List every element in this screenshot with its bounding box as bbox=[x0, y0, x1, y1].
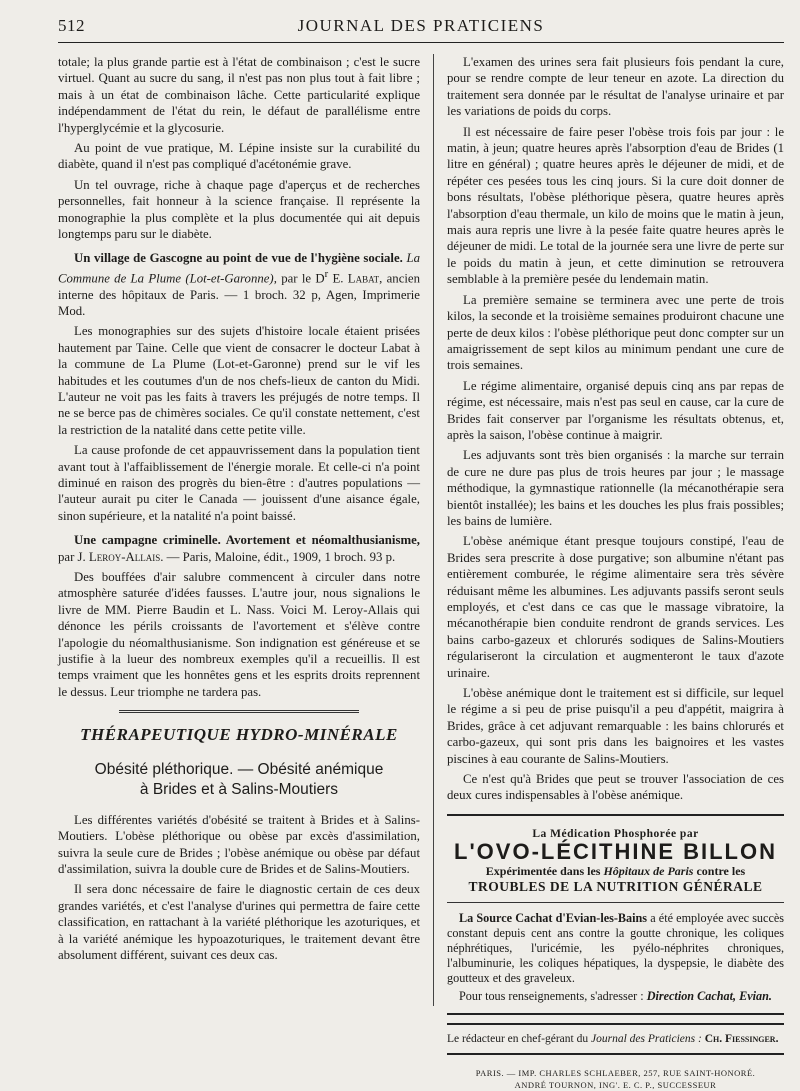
paragraph: Il sera donc nécessaire de faire le diagnostic certain de ces deux grandes variétés, et c'est l'analyse d'urines qui permettra de faire cette classification, en rattachant à la variété pléthorique les azoturiques, et à la variété anémique les hypoazoturiques, le traitement devant être absolument différent, suivant ces deux cas. bbox=[58, 882, 420, 962]
ad-contact-value: Direction Cachat, Evian. bbox=[646, 988, 772, 1003]
review-text: ancien interne des hôpitaux de Paris. — 1 broch. 32 p, Agen, Imprimerie Mod. bbox=[58, 271, 421, 318]
ad-subline-text: Hôpitaux de Paris bbox=[603, 863, 694, 878]
left-column bbox=[58, 54, 420, 967]
paragraph: Le régime alimentaire, organisé depuis cinq ans par repas de régime, est nécessaire, mais n'est pas seul en cause, car la cure de Brides fait conserver par l'organisme les résultats obtenus, et, après la saison, l'obèse continue à maigrir. bbox=[447, 378, 784, 442]
section-title: THÉRAPEUTIQUE HYDRO-MINÉRALE bbox=[80, 725, 398, 745]
paragraph: Les différentes variétés d'obésité se traitent à Brides et à Salins-Moutiers. L'obèse pléthorique ou obèse par excès d'assimilation, suivra la seule cure de Brides ; l'obèse anémique ou obèse par défaut d'assimilation, suivra la double cure de Brides et de Salins-Moutiers. bbox=[58, 812, 420, 876]
ad-contact-label: Pour tous renseignements, s'adresser : bbox=[459, 988, 644, 1003]
paragraph: Un tel ouvrage, riche à chaque page d'aperçus et de recherches personnelles, fait honneur à la science française. Il représente la monographie la plus complète et la plus documentée qui ait depuis longtemps paru sur le diabète. bbox=[58, 177, 420, 242]
editor-name: Ch. Fiessinger. bbox=[704, 1032, 779, 1045]
paragraph: Au point de vue pratique, M. Lépine insiste sur la curabilité du diabète, quand il n'est pas compliqué d'acétonémie grave. bbox=[58, 141, 420, 172]
paragraph: L'obèse anémique dont le traitement est si difficile, sur lequel le régime a si peu de prise puisqu'il a peu d'appétit, maigrira à Brides, grâce à cet adjuvant remarquable : les bains chlorurés et carbo-gazeux, qui sont pris dans les baignoires et les vastes piscines à eau courante de Salins-Moutiers. bbox=[447, 686, 784, 766]
printer-line: ANDRÉ TOURNON, ING'. E. C. P., SUCCESSEUR bbox=[514, 1079, 717, 1090]
printer-line: PARIS. — IMP. CHARLES SCHLAEBER, 257, RUE SAINT-HONORÉ. bbox=[475, 1067, 756, 1078]
ad-text: a été employée avec succès constant depuis cent ans contre la goutte chronique, les coliques néphrétiques, l'uricémie, les pyélo-néphrites chroniques, l'albuminurie, les coliques hépatiques, la dyspepsie, le diabète des goutteux et des graveleux. bbox=[447, 910, 785, 985]
header-rule bbox=[58, 42, 784, 43]
paragraph: Les monographies sur des sujets d'histoire locale étaient prisées hautement par Taine. Celle que vient de consacrer le docteur Labat à la commune de La Plume (Lot-et-Garonne) prend sur le vif les habitudes et les coutumes d'un de nos chefs-lieux de canton du Midi. L'auteur ne voit pas les faits à travers les préjugés de notre temps. Il ne se berce pas de chimères sociales. Ce qu'il constate nettement, c'est la restriction de la natalité dans cette petite ville. bbox=[58, 324, 420, 437]
article-title-line: à Brides et à Salins-Moutiers bbox=[139, 780, 339, 798]
review-text: — Paris, Maloine, édit., 1909, 1 broch. 93 p. bbox=[166, 549, 396, 564]
right-column bbox=[447, 54, 784, 1091]
paragraph: totale; la plus grande partie est à l'état de combinaison ; c'est le sucre virtuel. Quant au sucre du sang, il n'est pas non plus tout à fait libre ; mais à un état de combinaison lâche. Cette particularité explique indépendamment de l'état du rein, le défaut de parallélisme entre l'hyperglycémie et la glycosurie. bbox=[58, 55, 420, 135]
ad-contact bbox=[447, 989, 784, 1004]
review-text: r bbox=[324, 268, 329, 280]
ad-paragraph bbox=[447, 911, 784, 986]
editor-line bbox=[447, 1023, 784, 1055]
article-title-line: Obésité pléthorique. — Obésité anémique bbox=[94, 760, 384, 778]
book-review-heading bbox=[58, 250, 420, 319]
page-header bbox=[58, 16, 784, 42]
ad-subline-text: Expérimentée dans les bbox=[485, 863, 601, 878]
review-text: par le D bbox=[281, 271, 325, 286]
review-author: Labat, bbox=[347, 271, 383, 286]
journal-title: JOURNAL DES PRATICIENS bbox=[297, 16, 545, 35]
paragraph: La première semaine se terminera avec une perte de trois kilos, la seconde et la troisième semaines produiront chacune une perte de deux kilos : l'obèse pléthorique peut donc compter sur un amaigrissement de sept kilos au minimum pendant une cure de trois semaines. bbox=[447, 292, 784, 373]
paragraph: L'examen des urines sera fait plusieurs fois pendant la cure, pour se rendre compte de leur teneur en azote. La direction du traitement sera donnée par le résultat de l'analyse urinaire et par les variations de poids du corps. bbox=[447, 55, 784, 119]
paragraph: La cause profonde de cet appauvrissement dans la population tient avant tout à l'affaiblissement de l'énergie morale. Et celle-ci n'a point diminué en raison des progrès du bien-être : d'autres populations — l'auteur aurait pu citer le Canada — jouissent d'une aisance égale, sinon supérieure, et la natalité n'a point baissé. bbox=[58, 443, 420, 523]
review-title: Une campagne criminelle. Avortement et néomalthusianisme, bbox=[74, 533, 420, 548]
ad-headline: TROUBLES DE LA NUTRITION GÉNÉRALE bbox=[468, 879, 763, 895]
ad-subline bbox=[447, 863, 784, 879]
ad-source-name: La Source Cachat d'Evian-les-Bains bbox=[459, 910, 648, 925]
review-text: E. bbox=[332, 271, 344, 286]
ad-subline-text: contre les bbox=[696, 863, 746, 878]
paragraph: Les adjuvants sont très bien organisés : la marche sur terrain de cure ne dure pas plus de trois heures par jour ; le massage méthodique, la gymnastique rationnelle (la mécanothérapie sera bientôt installée); les bains et les douches les plus frais possibles; les bains de lumière. bbox=[447, 448, 784, 528]
article-title bbox=[58, 760, 420, 800]
ad-divider bbox=[447, 902, 784, 903]
ad-kicker: La Médication Phosphorée par bbox=[532, 827, 699, 840]
ad-body bbox=[447, 911, 784, 1004]
review-text: par J. bbox=[58, 549, 86, 564]
column-divider bbox=[433, 54, 434, 1006]
book-review-heading bbox=[58, 532, 420, 565]
paragraph: Ce n'est qu'à Brides que peut se trouver l'association de ces deux cures indispensables à l'obèse anémique. bbox=[447, 772, 784, 803]
editor-text: Le rédacteur en chef-gérant du bbox=[447, 1032, 589, 1045]
printer-imprint bbox=[447, 1067, 784, 1091]
review-book-title: La Commune de La Plume (Lot-et-Garonne), bbox=[58, 251, 420, 286]
paragraph: L'obèse anémique étant presque toujours constipé, l'eau de Brides sera prescrite à dose purgative; son albumine n'étant pas entièrement comburée, le régime alimentaire sera très sévère réduisant même les albumines. Les adjuvants passifs seront seuls employés, et c'est dans ce cas que le massage vibratoire, la mécanothérapie bien conduite rendront de grands services. Les bains carbo-gazeux et chlorurés sodiques de Salins-Moutiers régulariseront la circulation et augmenteront le taux d'azote urinaire. bbox=[447, 534, 784, 680]
section-divider bbox=[119, 710, 359, 713]
paragraph: Il est nécessaire de faire peser l'obèse trois fois par jour : le matin, à jeun; quatre heures après l'absorption d'eau de Brides (1 litre en général) ; quatre heures après le déjeuner de midi, et de répéter ces pesées tous les cinq jours. Si la cure doit donner de bons résultats, l'obèse pléthorique pèsera, quatre heures après l'absorption d'eau thermale, un kilo de moins que le matin à jeun, mais aura repris une livre à la pesée faite quatre heures après le déjeuner de midi. Le total de la journée sera une livre de perte sur le poids du matin à jeun, et cette diminution se retrouvera semblable à la première pesée du lendemain matin. bbox=[447, 124, 784, 287]
review-title: Un village de Gascogne au point de vue de l'hygiène sociale. bbox=[74, 251, 403, 266]
review-author: Leroy-Allais. bbox=[88, 549, 164, 564]
ad-brand: L'OVO-LÉCITHINE BILLON bbox=[454, 839, 777, 865]
advertisement bbox=[447, 814, 784, 1015]
editor-text: Journal des Praticiens : bbox=[590, 1032, 702, 1045]
page-number: 512 bbox=[58, 16, 85, 35]
paragraph: Des bouffées d'air salubre commencent à circuler dans notre atmosphère saturée d'idées fausses. L'autre jour, nous signalions le livre de MM. Pierre Baudin et L. Nass. Voici M. Leroy-Allais qui dénonce les périls croissants de l'avortement et s'élève contre l'apologie du néomalthusianisme. Son indignation est généreuse et se justifie à la lueur des nombreux exemples qu'il a recueillis. Il est temps vraiment que les honnêtes gens et les esprits droits reprennent le dessus. Leur triomphe ne tardera pas. bbox=[58, 570, 420, 699]
